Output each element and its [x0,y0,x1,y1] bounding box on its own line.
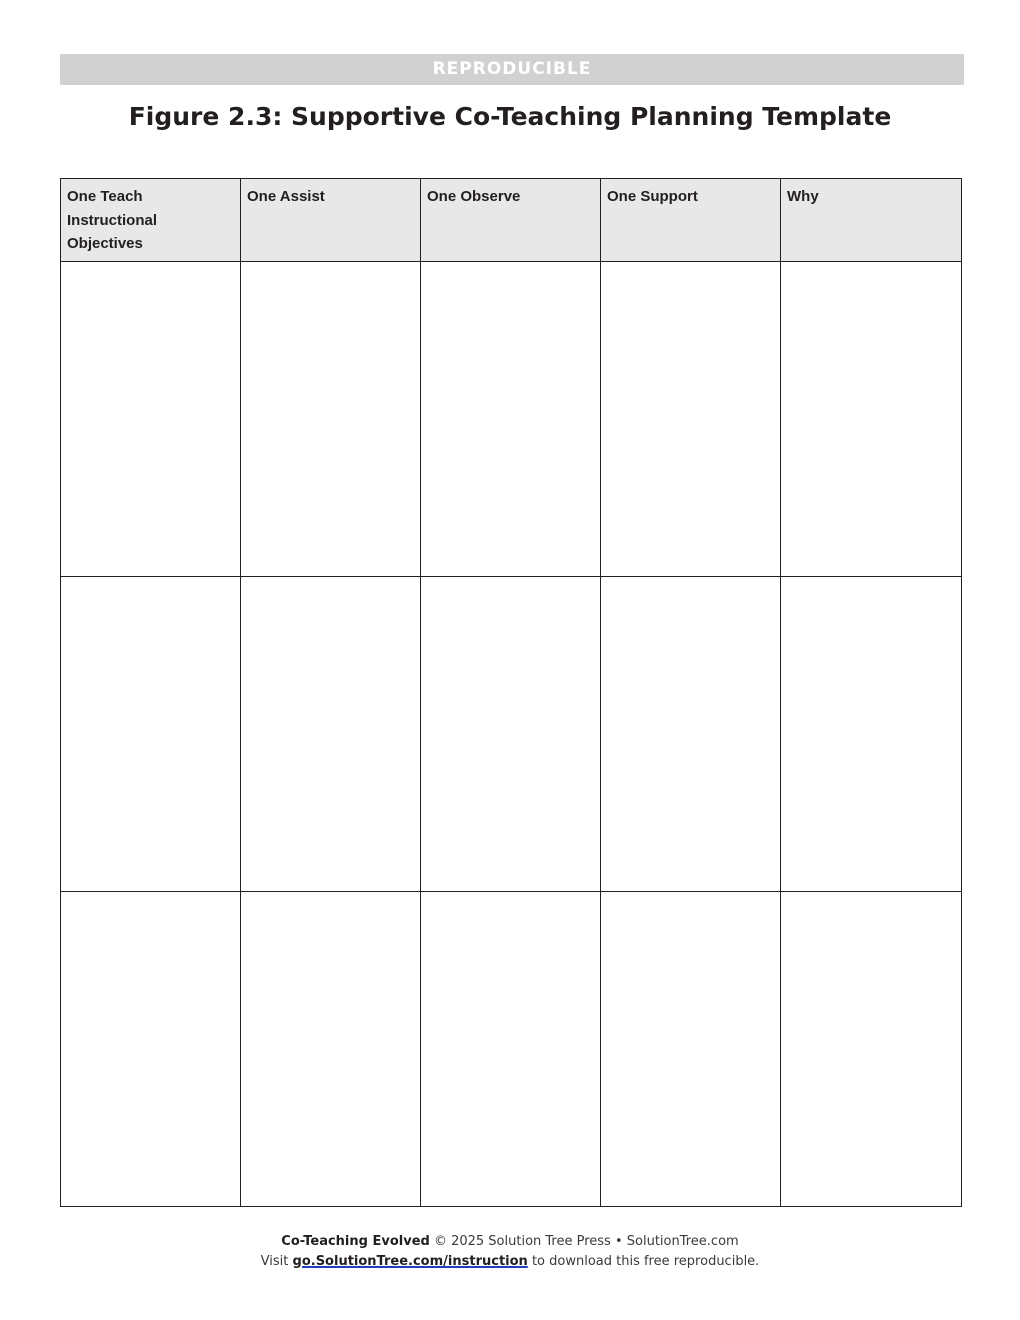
table-cell[interactable] [241,577,421,892]
table-cell[interactable] [421,892,601,1207]
table-cell[interactable] [61,262,241,577]
planning-table [60,178,962,1207]
table-cell[interactable] [601,262,781,577]
table-cell[interactable] [241,262,421,577]
footer-visit-prefix: Visit [260,1254,289,1269]
footer-copyright-line [0,1232,1020,1252]
header-one-assist: One Assist [241,179,421,262]
table-header-row [61,179,962,262]
table-cell[interactable] [781,577,962,892]
table-row [61,577,962,892]
header-one-teach: One Teach Instructional Objectives [61,179,241,262]
table-row [61,892,962,1207]
table-cell[interactable] [601,892,781,1207]
header-why: Why [781,179,962,262]
table-cell[interactable] [781,262,962,577]
table-cell[interactable] [61,577,241,892]
table-cell[interactable] [61,892,241,1207]
table-cell[interactable] [421,577,601,892]
table-cell[interactable] [601,577,781,892]
header-one-support: One Support [601,179,781,262]
table-cell[interactable] [781,892,962,1207]
footer-copyright: © 2025 Solution Tree Press • SolutionTree.com [433,1234,739,1249]
figure-title: Figure 2.3: Supportive Co-Teaching Planning Template [128,102,892,131]
table-row [61,262,962,577]
reproducible-label: REPRODUCIBLE [432,59,592,79]
page-footer [0,1232,1020,1272]
footer-visit-suffix: to download this free reproducible. [531,1254,760,1269]
download-link[interactable]: go.SolutionTree.com/instruction [292,1254,528,1269]
reproducible-banner [60,54,964,85]
table-cell[interactable] [241,892,421,1207]
footer-visit-line [0,1252,1020,1272]
table-cell[interactable] [421,262,601,577]
header-one-observe: One Observe [421,179,601,262]
footer-book-title: Co-Teaching Evolved [281,1234,430,1249]
